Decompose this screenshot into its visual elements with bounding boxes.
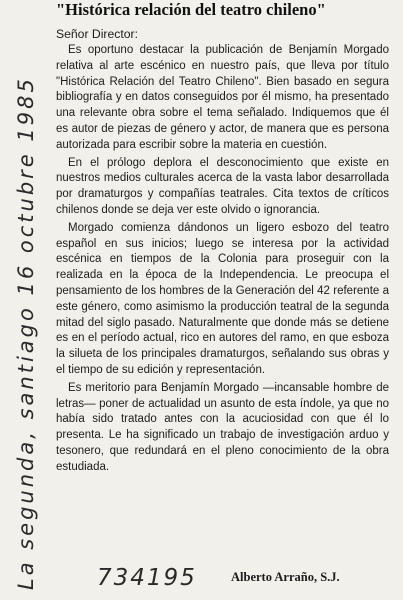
paragraph-3: Morgado comienza dándonos un ligero esbozo del teatro español en sus inicios; luego se interesa por la actividad escénica en tiempos de la Colonia para proseguir con la realizada en la época de la Independencia. Le preocupa el pensamiento de los hombres de la Generación del 42 referente a este género, como asimismo la producción teatral de la segunda mitad del siglo pasado. Naturalmente que donde más se detiene es en el período actual, rico en autores del ramo, en que esboza la silueta de los principales dramaturgos, señalando sus obras y el tiempo de su edición y representación. <box>56 221 389 376</box>
signature: Alberto Arraño, S.J. <box>231 570 340 584</box>
article-headline: "Histórica relación del teatro chileno" <box>56 0 326 19</box>
letter-article <box>56 2 389 478</box>
handwritten-source-note: La segunda, santiago 16 octubre 1985 <box>14 76 38 590</box>
salutation: Señor Director: <box>56 27 138 41</box>
paragraph-4: Es meritorio para Benjamín Morgado —incansable hombre de letras— poner de actualidad un asunto de esta índole, ya que no había sido tratado antes con la acuciosidad con que él lo presenta. Le ha significado un trabajo de investigación arduo y tesonero, que redundará en el pleno conocimiento de la obra estudiada. <box>56 381 389 473</box>
archive-code: 734195 <box>97 565 197 591</box>
paragraph-1: Es oportuno destacar la publicación de Benjamín Morgado relativa al arte escénico en nuestro país, que lleva por título "Histórica Relación del Teatro Chileno". Bien basado en segura bibliografía y en datos conseguidos por él mismo, ha presentado una relevante obra sobre el tema señalado. Indiquemos que él es autor de piezas de género y actor, de manera que es persona autorizada para escribir sobre la materia en cuestión. <box>56 44 389 151</box>
paragraph-2: En el prólogo deplora el desconocimiento que existe en nuestros medios culturales acerca de la vasta labor desarrollada por dramaturgos y compañías teatrales. Cita textos de críticos chilenos donde se deja ver este olvido o ignorancia. <box>56 156 389 216</box>
